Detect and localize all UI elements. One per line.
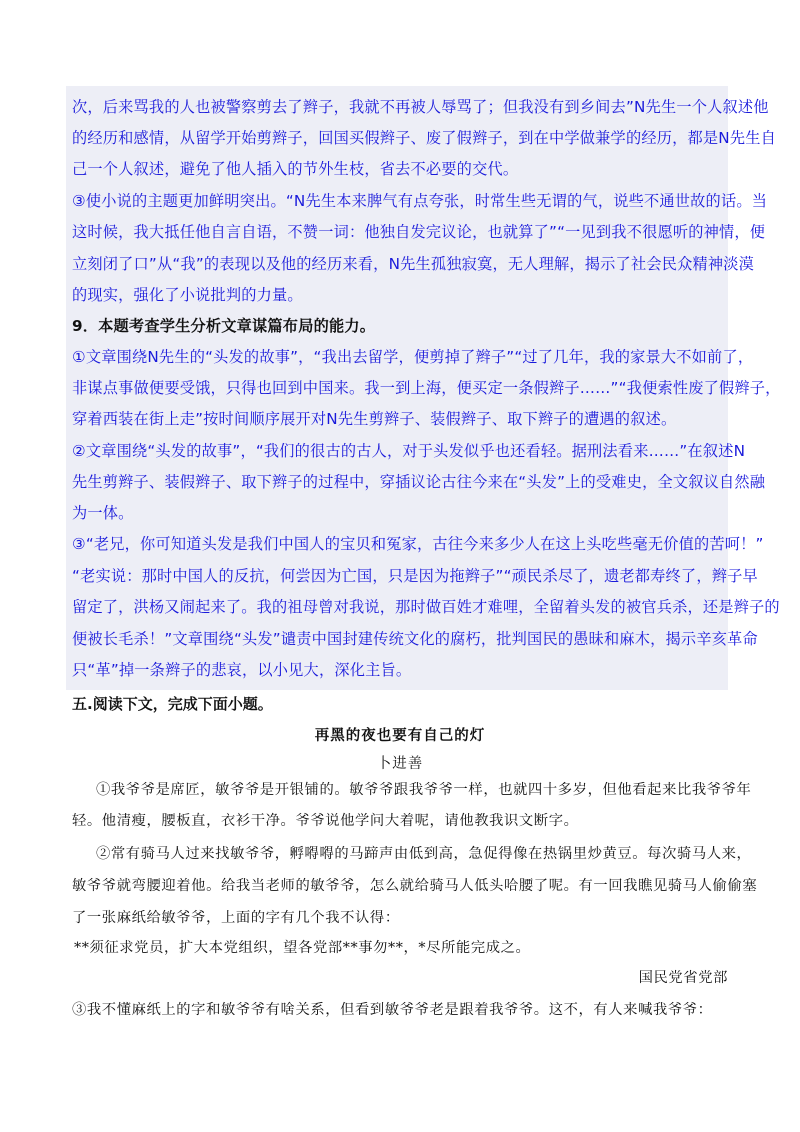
answer-line: 便被长毛杀！”文章围绕“头发”谴责中国封建传统文化的腐朽，批判国民的愚昧和麻木，揭示辛亥革命 [72, 630, 758, 648]
answer-line: 留定了，洪杨又闹起来了。我的祖母曾对我说，那时做百姓才难哩，全留着头发的被官兵杀，还是辫子的 [72, 598, 780, 616]
answer-line: “老实说：那时中国人的反抗，何尝因为亡国，只是因为拖辫子”“顽民杀尽了，遗老都寿终了，辫子早 [72, 567, 758, 585]
answer-line: ③“老兄，你可知道头发是我们中国人的宝贝和冤家，古往今来多少人在这上头吃些毫无价值的苦呵！” [72, 535, 764, 553]
section-five-heading: 五.阅读下文，完成下面小题。 [72, 695, 273, 713]
answer-line: 己一个人叙述，避免了他人插入的节外生枝，省去不必要的交代。 [72, 160, 519, 178]
article-note-signature: 国民党省党部 [638, 970, 728, 986]
answer-line: 次，后来骂我的人也被警察剪去了辫子，我就不再被人辱骂了；但我没有到乡间去”N先生一个人叙述他 [72, 98, 769, 116]
answer-line: 这时候，我大抵任他自言自语，不赞一词：他独自发完议论，也就算了”“一见到我不很愿听的神情，便 [72, 223, 766, 241]
article-note-line: **须征求党员，扩大本党组织，望各党部**事勿**，*尽所能完成之。 [74, 940, 531, 956]
answer-line: 为一体。 [72, 504, 134, 522]
answer-line: 的现实，强化了小说批判的力量。 [72, 286, 303, 304]
answer-line: ②文章围绕“头发的故事”，“我们的很古的古人，对于头发似乎也还看轻。据刑法看来……”在叙述N [72, 442, 746, 460]
answer-line: 非谋点事做便要受饿，只得也回到中国来。我一到上海，便买定一条假辫子……”“我便索性废了假辫子， [72, 379, 781, 397]
article-author: 卜进善 [376, 756, 424, 772]
article-paragraph-line: 轻。他清瘦，腰板直，衣衫干净。爷爷说他学问大着呢，请他教我识文断字。 [72, 813, 579, 829]
article-paragraph-line: 敏爷爷就弯腰迎着他。给我当老师的敏爷爷，怎么就给骑马人低头哈腰了呢。有一回我瞧见骑马人偷偷塞 [72, 878, 758, 894]
article-paragraph-line: ①我爷爷是席匠，敏爷爷是开银铺的。敏爷爷跟我爷爷一样，也就四十多岁，但他看起来比我爷爷年 [96, 782, 752, 798]
answer-line: 先生剪辫子、装假辫子、取下辫子的过程中，穿插议论古往今来在“头发”上的受难史，全文叙议自然融 [72, 473, 766, 491]
article-title: 再黑的夜也要有自己的灯 [314, 727, 486, 744]
answer-line: 的经历和感情，从留学开始剪辫子，回国买假辫子、废了假辫子，到在中学做兼学的经历，都是N先生自 [72, 129, 776, 147]
answer-line: 穿着西装在街上走”按时间顺序展开对N先生剪辫子、装假辫子、取下辫子的遭遇的叙述。 [72, 410, 677, 428]
article-paragraph-line: ③我不懂麻纸上的字和敏爷爷有啥关系，但看到敏爷爷老是跟着我爷爷。这不，有人来喊我爷爷： [72, 1002, 713, 1018]
answer-line: 只“革”掉一条辫子的悲哀，以小见大，深化主旨。 [72, 661, 412, 679]
answer-line: 立刻闭了口”从“我”的表现以及他的经历来看，N先生孤独寂寞，无人理解，揭示了社会民众精神淡漠 [72, 255, 755, 273]
answer-line: ③使小说的主题更加鲜明突出。“N先生本来脾气有点夸张，时常生些无谓的气，说些不通世故的话。当 [72, 192, 768, 210]
answer-line: ①文章围绕N先生的“头发的故事”，“我出去留学，便剪掉了辫子”“过了几年，我的家景大不如前了， [72, 348, 754, 366]
article-paragraph-line: ②常有骑马人过来找敏爷爷，孵嘚嘚的马蹄声由低到高，急促得像在热锅里炒黄豆。每次骑马人来， [96, 846, 752, 862]
article-paragraph-line: 了一张麻纸给敏爷爷，上面的字有几个我不认得： [72, 910, 400, 926]
question-9-heading: 9．本题考查学生分析文章谋篇布局的能力。 [72, 317, 376, 335]
